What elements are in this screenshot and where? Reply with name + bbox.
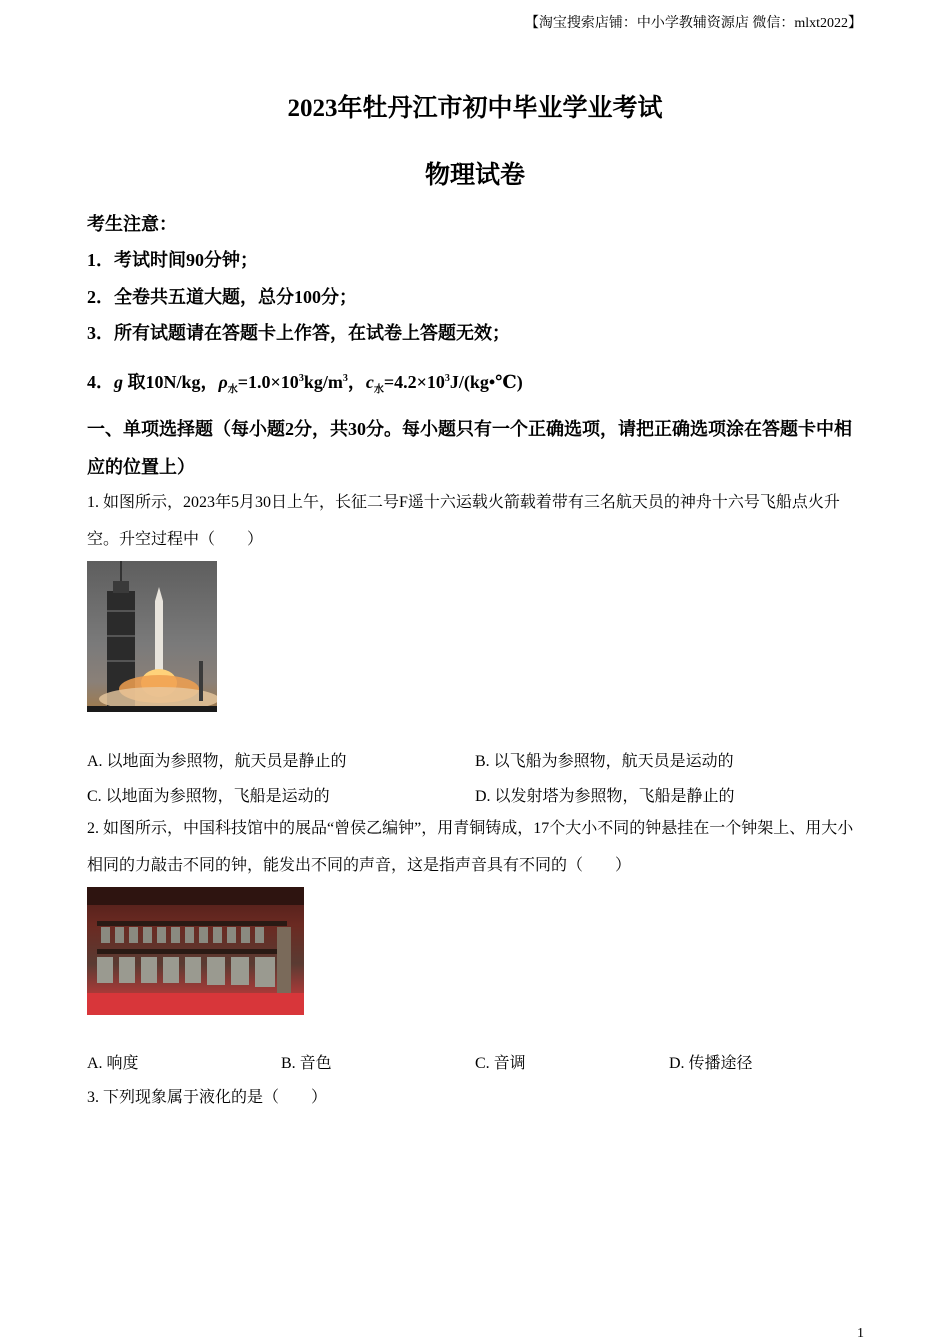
exam-title: 2023年牡丹江市初中毕业学业考试 — [287, 95, 663, 122]
notice-item-3: 3．所有试题请在答题卡上作答，在试卷上答题无效； — [87, 323, 510, 343]
question-1-option-c: C. 以地面为参照物，飞船是运动的 — [87, 788, 330, 805]
question-2-stem: 2. 如图所示，中国科技馆中的展品“曾侯乙编钟”，用青铜铸成，17个大小不同的钟悬挂在一个钟架上、用大小相同的力敲击不同的钟，能发出不同的声音，这是指声音具有不同的（ ） — [87, 820, 854, 874]
rho-unit: kg/m — [303, 372, 343, 392]
exam-subtitle: 物理试卷 — [424, 162, 525, 189]
rho-exponent: 3 — [298, 373, 304, 384]
notice-item-2: 2．全卷共五道大题，总分100分； — [87, 287, 357, 307]
g-symbol: g — [114, 372, 123, 392]
rho-subscript: 水 — [227, 384, 238, 396]
question-3-stem: 3. 下列现象属于液化的是（ ） — [87, 1089, 328, 1106]
page-number: 1 — [857, 1326, 864, 1341]
question-2-option-c: C. 音调 — [475, 1055, 526, 1072]
rho-value: =1.0×10 — [237, 372, 299, 392]
c-value: =4.2×10 — [383, 372, 445, 392]
separator: ， — [347, 372, 366, 392]
notice-heading: 考生注意： — [87, 214, 177, 234]
question-2-option-d: D. 传播途径 — [669, 1055, 753, 1072]
rocket-launch-image — [87, 561, 217, 712]
question-2-option-b: B. 音色 — [281, 1055, 332, 1072]
notice-item-4-prefix: 4． — [87, 372, 114, 392]
c-symbol: c — [365, 372, 374, 392]
notice-item-4 — [87, 368, 523, 396]
chime-bells-image — [87, 887, 304, 1015]
g-value: 取10N/kg， — [123, 372, 219, 392]
question-1-stem: 1. 如图所示，2023年5月30日上午，长征二号F遥十六运载火箭载着带有三名航天员的神舟十六号飞船点火升空。升空过程中（ ） — [87, 494, 840, 548]
rho-symbol: ρ — [218, 372, 228, 392]
c-subscript: 水 — [373, 384, 384, 396]
question-1-option-a: A. 以地面为参照物，航天员是静止的 — [87, 753, 347, 770]
rho-unit-exponent: 3 — [342, 373, 348, 384]
question-2-option-a: A. 响度 — [87, 1055, 139, 1072]
c-unit: J/(kg•℃) — [449, 372, 523, 392]
question-1-option-b: B. 以飞船为参照物，航天员是运动的 — [475, 753, 734, 770]
section-1-heading: 一、单项选择题（每小题2分，共30分。每小题只有一个正确选项，请把正确选项涂在答题卡中相应的位置上） — [87, 419, 852, 477]
notice-item-1: 1．考试时间90分钟； — [87, 250, 258, 270]
question-1-option-d: D. 以发射塔为参照物，飞船是静止的 — [475, 788, 735, 805]
c-exponent: 3 — [444, 373, 450, 384]
header-note: 【淘宝搜索店铺：中小学教辅资源店 微信：mlxt2022】 — [524, 16, 862, 31]
